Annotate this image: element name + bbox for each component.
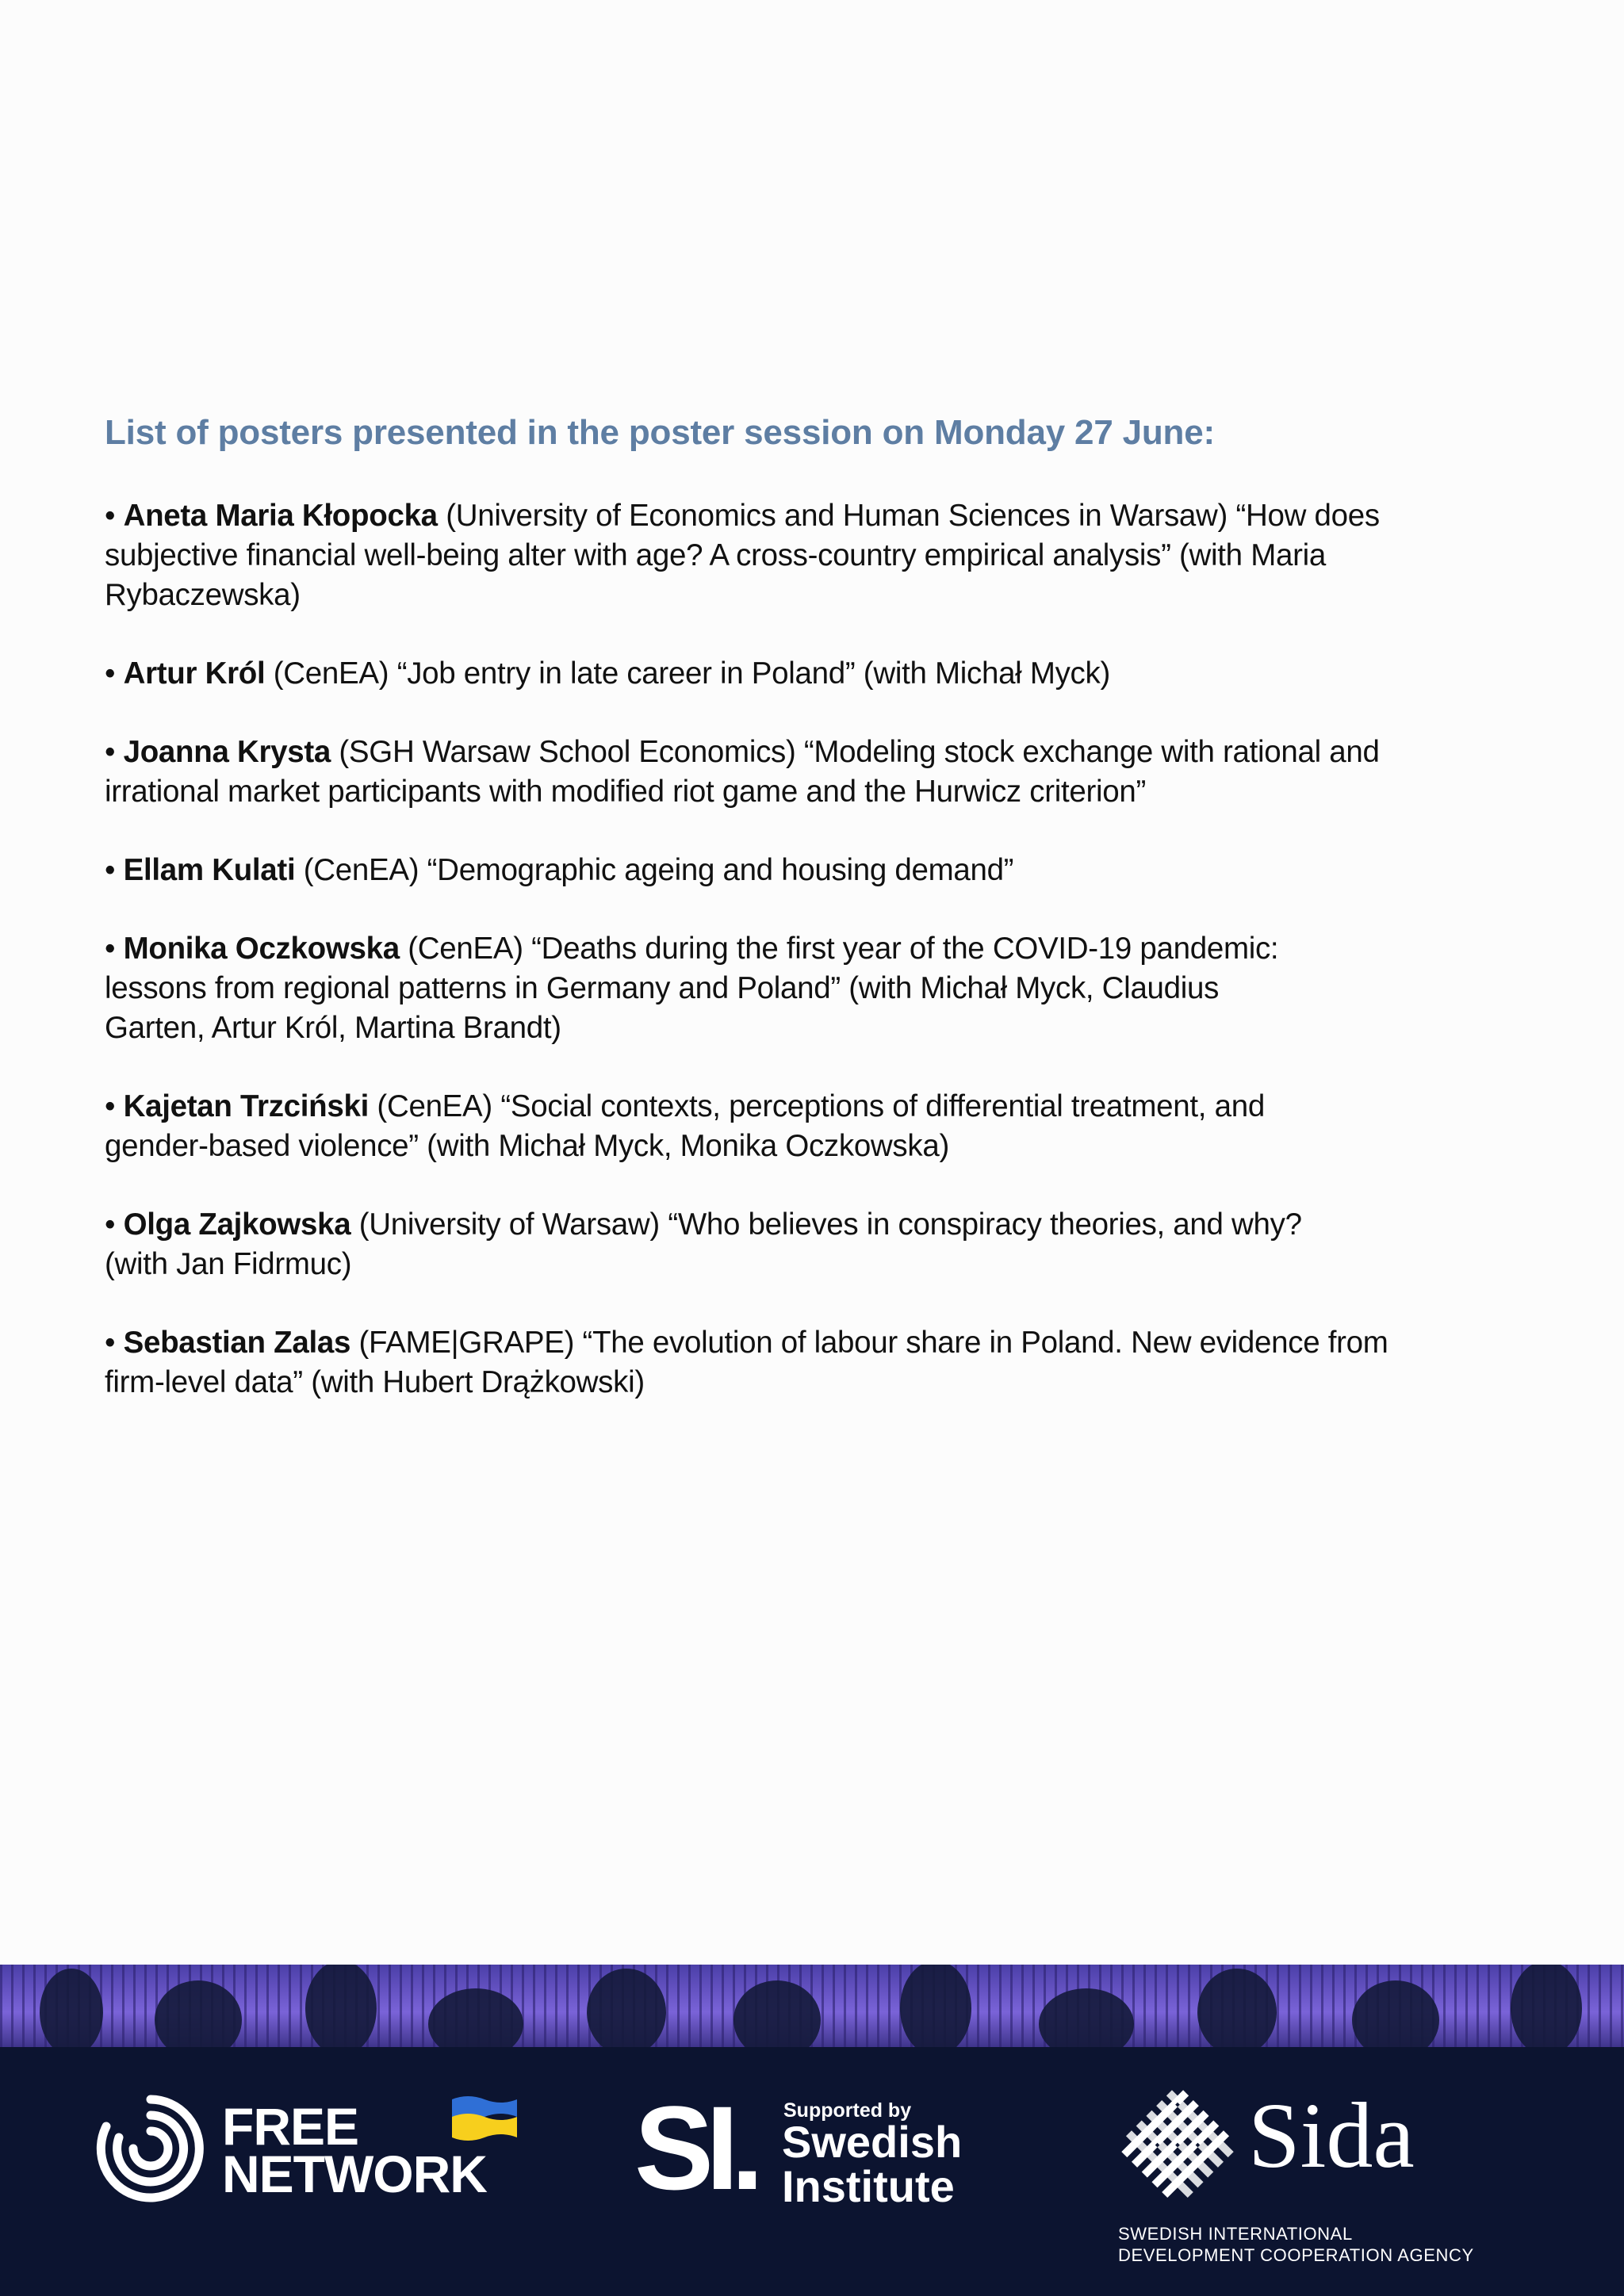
poster-text: (with Jan Fidrmuc) <box>105 1247 352 1281</box>
poster-line <box>105 654 1508 694</box>
si-name-line1: Swedish <box>782 2117 963 2167</box>
poster-text: irrational market participants with modified riot game and the Hurwicz criterion” <box>105 775 1147 809</box>
poster-text: (CenEA) “Social contexts, perceptions of differential treatment, and <box>369 1089 1265 1123</box>
crowd-silhouette-band <box>0 1965 1624 2060</box>
poster-line <box>105 496 1508 536</box>
free-network-wordmark <box>222 2097 487 2203</box>
presenter-name: Ellam Kulati <box>123 853 296 887</box>
free-network-spiral-icon <box>95 2093 206 2204</box>
poster-entry <box>105 1205 1508 1284</box>
poster-line <box>105 851 1508 890</box>
poster-line <box>105 1363 1508 1402</box>
bullet: • <box>105 1326 124 1360</box>
poster-text: (CenEA) “Job entry in late career in Poland” (with Michał Myck) <box>265 656 1110 691</box>
presenter-name: Olga Zajkowska <box>123 1207 351 1242</box>
sida-wordmark: Sida <box>1248 2084 1415 2187</box>
bullet: • <box>105 932 124 966</box>
sida-tagline-line2: DEVELOPMENT COOPERATION AGENCY <box>1118 2245 1474 2265</box>
poster-text: (FAME|GRAPE) “The evolution of labour share in Poland. New evidence from <box>350 1326 1388 1360</box>
ukraine-flag-icon <box>449 2093 520 2144</box>
si-supported-by: Supported by <box>783 2099 912 2122</box>
poster-entry <box>105 851 1508 890</box>
poster-text: (University of Economics and Human Sciences in Warsaw) “How does <box>437 499 1380 533</box>
poster-line <box>105 1323 1508 1363</box>
presenter-name: Kajetan Trzciński <box>123 1089 370 1123</box>
poster-text: subjective financial well-being alter with age? A cross-country empirical analysis” (with Maria <box>105 538 1326 572</box>
poster-line <box>105 929 1508 969</box>
page-heading: List of posters presented in the poster session on Monday 27 June: <box>105 413 1215 452</box>
poster-entry <box>105 929 1508 1048</box>
poster-line <box>105 576 1508 615</box>
presenter-name: Sebastian Zalas <box>123 1326 351 1360</box>
poster-line <box>105 733 1508 772</box>
poster-text: (SGH Warsaw School Economics) “Modeling stock exchange with rational and <box>331 735 1380 769</box>
presenter-name: Joanna Krysta <box>123 735 331 769</box>
bullet: • <box>105 1207 124 1242</box>
poster-list-section <box>105 412 1508 1441</box>
presenter-name: Aneta Maria Kłopocka <box>123 499 438 533</box>
poster-entry <box>105 1087 1508 1166</box>
poster-entry <box>105 1323 1508 1402</box>
poster-list <box>105 496 1508 1402</box>
poster-line <box>105 969 1508 1008</box>
bullet: • <box>105 735 124 769</box>
poster-line <box>105 1127 1508 1166</box>
poster-line <box>105 536 1508 576</box>
sida-logo <box>1118 2084 1562 2269</box>
poster-entry <box>105 733 1508 812</box>
poster-text: Rybaczewska) <box>105 578 301 612</box>
poster-text: lessons from regional patterns in Germany and Poland” (with Michał Myck, Claudius <box>105 971 1220 1005</box>
bullet: • <box>105 853 124 887</box>
poster-entry <box>105 654 1508 694</box>
si-name <box>782 2117 963 2211</box>
bullet: • <box>105 499 124 533</box>
poster-line <box>105 1245 1508 1284</box>
free-network-line1: FREE <box>222 2097 359 2156</box>
bullet: • <box>105 656 124 691</box>
si-name-line2: Institute <box>782 2161 955 2211</box>
presenter-name: Artur Król <box>123 656 266 691</box>
sida-tagline-line1: SWEDISH INTERNATIONAL <box>1118 2224 1353 2244</box>
sida-tagline <box>1118 2223 1474 2266</box>
poster-line <box>105 1205 1508 1245</box>
poster-text: (University of Warsaw) “Who believes in conspiracy theories, and why? <box>350 1207 1302 1242</box>
free-network-logo <box>95 2093 523 2208</box>
poster-text: gender-based violence” (with Michał Myck, Monika Oczkowska) <box>105 1129 949 1163</box>
si-mark: SI. <box>634 2081 756 2214</box>
bullet: • <box>105 1089 124 1123</box>
swedish-institute-logo <box>634 2081 983 2214</box>
free-network-line2: NETWORK <box>222 2145 487 2203</box>
poster-line <box>105 1008 1508 1048</box>
poster-text: Garten, Artur Król, Martina Brandt) <box>105 1011 561 1045</box>
poster-line <box>105 1087 1508 1127</box>
presenter-name: Monika Oczkowska <box>123 932 400 966</box>
poster-text: firm-level data” (with Hubert Drążkowski) <box>105 1365 645 1399</box>
poster-text: (CenEA) “Demographic ageing and housing demand” <box>295 853 1014 887</box>
poster-entry <box>105 496 1508 615</box>
poster-text: (CenEA) “Deaths during the first year of the COVID-19 pandemic: <box>399 932 1279 966</box>
sida-woven-icon <box>1118 2087 1237 2206</box>
poster-line <box>105 772 1508 812</box>
